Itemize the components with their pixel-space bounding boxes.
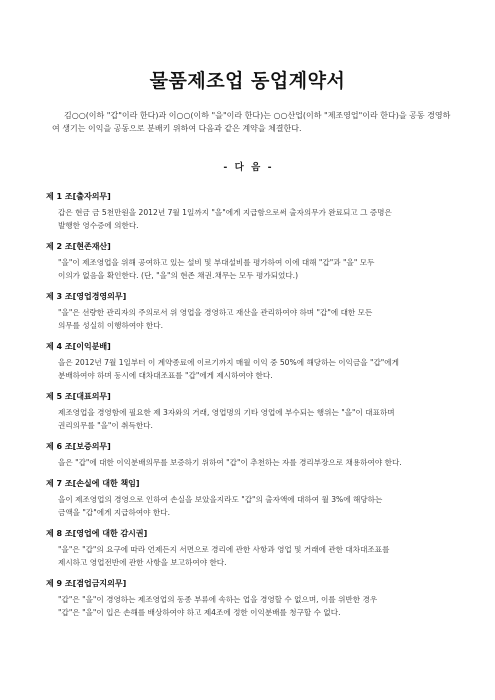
- article-title: 제 9 조[겸업금지의무]: [46, 579, 127, 588]
- separator-heading: - 다 음 -: [223, 162, 272, 173]
- article-8: [46, 528, 466, 569]
- article-title: 제 8 조[영업에 대한 감시권]: [46, 529, 148, 538]
- article-body: [46, 543, 466, 569]
- article-line: 권리의무를 "을"이 취득한다.: [58, 421, 153, 430]
- article-title: 제 3 조[영업경영의무]: [46, 292, 127, 301]
- article-body: [46, 493, 466, 519]
- article-line: 분배하여야 하며 동시에 대차대조표를 "갑"에게 제시하여야 한다.: [58, 371, 273, 380]
- article-title: 제 5 조[대표의무]: [46, 392, 111, 401]
- article-line: 을은 "갑"에 대한 이익분배의무를 보증하기 위하여 "갑"이 추천하는 자를 경리부장으로 채용하여야 한다.: [58, 458, 402, 467]
- article-body: [46, 256, 466, 282]
- article-title: 제 2 조[현존재산]: [46, 242, 111, 251]
- article-line: "을"은 선량한 관리자의 주의로서 위 영업을 경영하고 재산을 관리하여야 하며 "갑"에 대한 모든: [58, 308, 373, 317]
- article-title: 제 6 조[보증의무]: [46, 442, 111, 451]
- article-body: [46, 306, 466, 332]
- article-line: 금액을 "갑"에게 지급하여야 한다.: [58, 508, 171, 517]
- article-title: 제 7 조[손실에 대한 책임]: [46, 479, 140, 488]
- article-5: [46, 391, 466, 432]
- document-title: 물품제조업 동업계약서: [149, 70, 346, 92]
- article-title: 제 4 조[이익분배]: [46, 342, 111, 351]
- article-body: [46, 206, 466, 232]
- article-line: 을은 2012년 7월 1일부터 이 계약종료에 이르기까지 매월 이익 중 50%에 해당하는 이익금을 "갑"에게: [58, 358, 399, 367]
- article-line: 발행한 영수증에 의한다.: [58, 221, 139, 230]
- article-line: 제조영업을 경영함에 필요한 제 3자와의 거래, 영업명의 기타 영업에 부수되는 행위는 "을"이 대표하며: [58, 408, 395, 417]
- article-line: 제시하고 영업전반에 관한 사항을 보고하여야 한다.: [58, 558, 227, 567]
- article-title: 제 1 조[출자의무]: [46, 192, 111, 201]
- intro-paragraph: 김○○(이하 "갑"이라 한다)과 이○○(이하 "을"이라 한다)는 ○○산업(이하 "제조영업"이라 한다)을 공동 경영하여 생기는 이익을 공동으로 분배키 위하여 다음과 같은 계약을 체결한다.: [52, 111, 451, 133]
- article-2: [46, 241, 466, 282]
- article-body: [46, 356, 466, 382]
- article-line: 갑은 현금 금 5천만원을 2012년 7월 1일까지 "을"에게 지급함으로써 출자의무가 완료되고 그 증명은: [58, 208, 392, 217]
- article-line: 이의가 없음을 확인한다. (단, "을"의 현존 채권․채무는 모두 평가되었다.): [58, 271, 299, 280]
- article-body: [46, 593, 466, 619]
- article-line: "갑"은 "을"이 경영하는 제조영업의 동종 부류에 속하는 업을 경영할 수 없으며, 이를 위반한 경우: [58, 595, 378, 604]
- article-line: 의무를 성실히 이행하여야 한다.: [58, 321, 164, 330]
- article-9: [46, 578, 466, 619]
- article-4: [46, 341, 466, 382]
- article-line: "을"은 "갑"의 요구에 따라 언제든지 서면으로 경리에 관한 사항과 영업 및 거래에 관한 대차대조표를: [58, 545, 390, 554]
- article-3: [46, 291, 466, 332]
- article-list: [46, 191, 466, 628]
- article-body: [46, 456, 466, 469]
- article-line: "을"이 제조영업을 위해 공여하고 있는 설비 및 부대설비를 평가하여 이에 대해 "갑"과 "을" 모두: [58, 258, 375, 267]
- article-7: [46, 478, 466, 519]
- article-1: [46, 191, 466, 232]
- article-line: 을이 제조영업의 경영으로 인하여 손실을 보았을지라도 "갑"의 출자액에 대하여 월 3%에 해당하는: [58, 495, 383, 504]
- article-body: [46, 406, 466, 432]
- article-line: "갑"은 "을"이 입은 손해를 배상하여야 하고 제4조에 정한 이익분배를 청구할 수 없다.: [58, 608, 341, 617]
- article-6: [46, 441, 466, 469]
